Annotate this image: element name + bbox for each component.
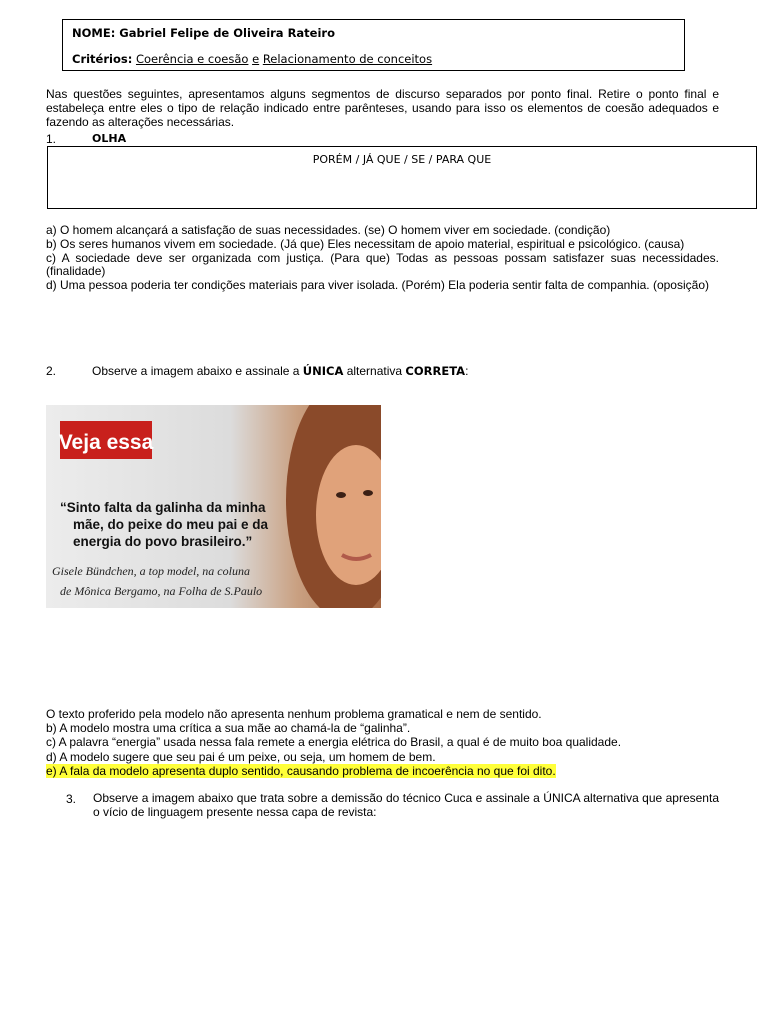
item-c: c) A sociedade deve ser organizada com justiça. (Para que) Todas as pessoas possam satisfazer suas necessidades. (finalidade) xyxy=(46,250,719,279)
intro-text: Nas questões seguintes, apresentamos alguns segmentos de discurso separados por ponto final. Retire o ponto final e estabeleça entre eles o tipo de relação indicado entre parênteses, usando para isso os elementos de coesão adequados e fazendo as alterações necessárias. xyxy=(46,87,719,129)
q2-text-before: Observe a imagem abaixo e assinale a xyxy=(92,364,303,378)
answer-e: e) A fala da modelo apresenta duplo sentido, causando problema de incoerência no que foi dito. xyxy=(46,763,556,778)
criteria-line xyxy=(72,52,432,66)
question-3-number: 3. xyxy=(66,792,77,806)
question-1-label: OLHA xyxy=(92,132,127,145)
question-2-answers xyxy=(46,707,726,778)
intro-block xyxy=(46,88,719,129)
criteria-join: e xyxy=(252,52,260,66)
question-2-prompt xyxy=(46,364,468,378)
question-3-text: Observe a imagem abaixo que trata sobre a demissão do técnico Cuca e assinale a ÚNICA alternativa que apresenta o vício de linguagem presente nessa capa de revista: xyxy=(93,791,719,819)
header-box xyxy=(62,19,685,71)
banner-text: Veja essa xyxy=(58,431,154,454)
quote-text: “Sinto falta da galinha da minha mãe, do peixe do meu pai e da energia do povo brasileiro.” xyxy=(60,500,269,549)
answer-e-highlighted xyxy=(46,764,726,778)
item-b: b) Os seres humanos vivem em sociedade. (Já que) Eles necessitam de apoio material, espiritual e psicológico. (causa) xyxy=(46,236,685,251)
attribution-text: Gisele Bündchen, a top model, na coluna de Mônica Bergamo, na Folha de S.Paulo xyxy=(52,564,263,598)
q2-text-mid: alternativa xyxy=(343,364,406,378)
question-3 xyxy=(66,792,719,820)
answer-d: d) A modelo sugere que seu pai é um peixe, ou seja, um homem de bem. xyxy=(46,749,436,764)
answer-c: c) A palavra “energia” usada nessa fala remete a energia elétrica do Brasil, a qual é de muito boa qualidade. xyxy=(46,735,622,750)
criterion-1: Coerência e coesão xyxy=(135,52,249,66)
answer-a: O texto proferido pela modelo não apresenta nenhum problema gramatical e nem de sentido. xyxy=(46,707,542,721)
clipping-art xyxy=(46,405,381,608)
question-1-items xyxy=(46,224,719,293)
connectives-box xyxy=(47,146,757,209)
answer-b: b) A modelo mostra uma crítica a sua mãe ao chamá-la de “galinha”. xyxy=(46,721,411,736)
question-2-number: 2. xyxy=(46,364,57,378)
q2-text-after: : xyxy=(465,364,469,378)
criteria-label: Critérios: xyxy=(72,52,133,66)
q2-correta: CORRETA xyxy=(405,364,466,378)
item-a: a) O homem alcançará a satisfação de suas necessidades. (se) O homem viver em sociedade. (condição) xyxy=(46,223,611,237)
connectives-text: PORÉM / JÁ QUE / SE / PARA QUE xyxy=(312,153,492,166)
q2-unica: ÚNICA xyxy=(302,364,344,378)
student-name: NOME: Gabriel Felipe de Oliveira Rateiro xyxy=(72,26,335,40)
question-1-number: 1. xyxy=(46,132,57,146)
criterion-2: Relacionamento de conceitos xyxy=(262,52,433,66)
item-d: d) Uma pessoa poderia ter condições materiais para viver isolada. (Porém) Ela poderia sentir falta de companhia. (oposição) xyxy=(46,278,709,293)
magazine-clipping-image xyxy=(46,405,381,608)
